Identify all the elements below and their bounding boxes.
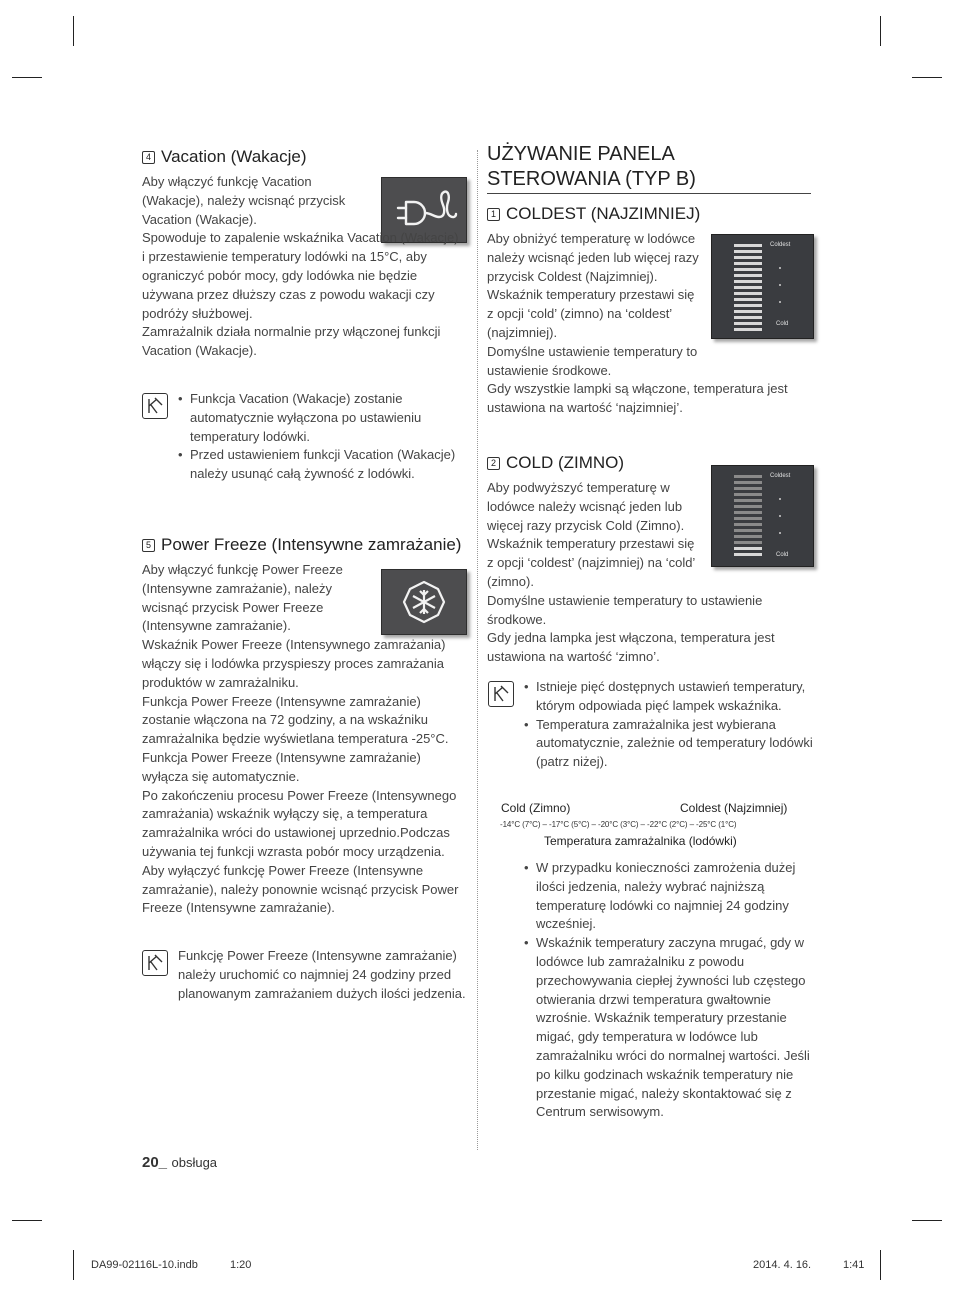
- cold-body: [487, 479, 812, 667]
- paragraph: Funkcja Power Freeze (Intensywne zamrażanie) zostanie włączona na 72 godziny, a na wskaźniku zamrażalnika będzie wyświetlana temperatura -25°C.: [142, 693, 449, 747]
- note-item: • Przed ustawieniem funkcji Vacation (Wakacje) należy usunąć całą żywność z lodówki.: [178, 446, 468, 484]
- vacation-body: [142, 173, 462, 361]
- page-number: 20_: [142, 1154, 168, 1171]
- section-number: 1: [487, 208, 500, 221]
- cold-heading: 2 COLD (ZIMNO): [487, 453, 624, 473]
- paragraph: Wskaźnik Power Freeze (Intensywnego zamrażania) włączy się i lodówka przyspieszy proces zamrażania produktów w zamrażalniku.: [142, 637, 446, 690]
- note-icon: [488, 681, 514, 707]
- paragraph: Aby włączyć funkcję Power Freeze (Intensywne zamrażanie), należy wcisnąć przycisk Power Freeze (Intensywne zamrażanie).: [142, 562, 343, 634]
- power-freeze-body: [142, 561, 466, 918]
- coldest-body: [487, 230, 812, 418]
- scale-right-label: Coldest (Najzimniej): [680, 801, 788, 815]
- print-page-ref: 1:20: [230, 1259, 252, 1271]
- paragraph: Aby obniżyć temperaturę w lodówce należy wcisnąć jeden lub więcej razy przycisk Coldest (Najzimniej). Wskaźnik temperatury przestawi się z opcji ‘cold’ (zimno) na ‘coldest’ (najzimniej).: [487, 231, 699, 340]
- print-date: 2014. 4. 16.: [753, 1259, 812, 1271]
- section-number: 4: [142, 151, 155, 164]
- note-item: • Temperatura zamrażalnika jest wybierana automatycznie, zależnie od temperatury lodówki (patrz niżej).: [524, 716, 814, 772]
- scale-caption: Temperatura zamrażalnika (lodówki): [544, 834, 737, 848]
- column-divider: [477, 150, 478, 1150]
- vacation-notes: [178, 390, 468, 484]
- scale-values: -14°C (7°C) – -17°C (5°C) – -20°C (3°C) – -22°C (2°C) – -25°C (1°C): [500, 820, 737, 829]
- paragraph: Aby włączyć funkcję Vacation (Wakacje), należy wcisnąć przycisk Vacation (Wakacje).: [142, 174, 346, 227]
- panel-label-coldest: Coldest: [770, 473, 791, 479]
- note-icon: [142, 950, 168, 976]
- right-bullets: [524, 859, 814, 1122]
- page-footer: [142, 1154, 217, 1172]
- paragraph: Gdy wszystkie lampki są włączone, temperatura jest ustawiona na wartość ‘najzimniej’.: [487, 381, 788, 416]
- note-item: • Funkcja Vacation (Wakacje) zostanie automatycznie wyłączona po ustawieniu temperatury lodówki.: [178, 390, 468, 446]
- paragraph: Spowoduje to zapalenie wskaźnika Vacation (Wakacje) i przestawienie temperatury lodówki na 15°C, aby ograniczyć pobór mocy, gdy lodówka nie będzie używana przez dłuższy czas z powodu wakacji czy podróży służbowej.: [142, 230, 459, 321]
- paragraph: Domyślne ustawienie temperatury to ustawienie środkowe.: [487, 343, 698, 378]
- note-item: • W przypadku konieczności zamrożenia dużej ilości jedzenia, należy wybrać najniższą temperaturę lodówki co najmniej 24 godziny wcześniej.: [524, 859, 814, 934]
- power-freeze-note: Funkcję Power Freeze (Intensywne zamrażanie) należy uruchomić co najmniej 24 godziny przed planowanym zamrażaniem dużych ilości jedzenia.: [178, 948, 466, 1001]
- paragraph: Po zakończeniu procesu Power Freeze (Intensywnego zamrażania) wskaźnik wyłączy się, a temperatura zamrażalnika wróci do ustawionej uprzednio.Podczas używania tej funkcji wzrasta pobór mocy urządzenia.: [142, 787, 457, 859]
- scale-left-label: Cold (Zimno): [501, 801, 571, 815]
- paragraph: Aby podwyższyć temperaturę w lodówce należy wcisnąć jeden lub więcej razy przycisk Cold (Zimno). Wskaźnik temperatury przestawi się z opcji ‘coldest’ (najzimniej) na ‘cold’ (zimno).: [487, 480, 695, 589]
- power-freeze-heading: 5 Power Freeze (Intensywne zamrażanie): [142, 535, 461, 555]
- paragraph: Zamrażalnik działa normalnie przy włączonej funkcji Vacation (Wakacje).: [142, 324, 441, 359]
- section-label: obsługa: [171, 1155, 218, 1170]
- panel-label-cold: Cold: [776, 321, 789, 327]
- paragraph: Domyślne ustawienie temperatury to ustawienie środkowe.: [487, 592, 763, 627]
- note-item: • Wskaźnik temperatury zaczyna mrugać, gdy w lodówce lub zamrażalniku z powodu przechowywania ciepłej żywności lub częstego otwierania drzwi temperatura gwałtownie wzrośnie. Wskaźnik temperatury przestanie migać, gdy temperatura w lodówce lub zamrażalniku wróci do normalnej wartości. Jeśli po kilku godzinach wskaźnik temperatury nie przestanie migać, należy skontaktować się z Centrum serwisowym.: [524, 934, 814, 1122]
- paragraph: Gdy jedna lampka jest włączona, temperatura jest ustawiona na wartość ‘zimno’.: [487, 630, 775, 665]
- print-time: 1:41: [843, 1259, 865, 1271]
- panel-label-cold: Cold: [776, 552, 789, 558]
- coldest-heading: 1 COLDEST (NAJZIMNIEJ): [487, 204, 700, 224]
- cold-notes: [524, 678, 814, 772]
- panel-label-coldest: Coldest: [770, 242, 791, 248]
- vacation-heading: 4 Vacation (Wakacje): [142, 147, 307, 167]
- paragraph: Funkcja Power Freeze (Intensywne zamrażanie) wyłącza się automatycznie.: [142, 749, 421, 784]
- note-item: • Istnieje pięć dostępnych ustawień temperatury, którym odpowiada pięć lampek wskaźnika.: [524, 678, 814, 716]
- print-file: DA99-02116L-10.indb: [91, 1259, 198, 1271]
- section-number: 2: [487, 457, 500, 470]
- note-icon: [142, 393, 168, 419]
- page-title: UŻYWANIE PANELA STEROWANIA (TYP B): [487, 142, 811, 194]
- paragraph: Aby wyłączyć funkcję Power Freeze (Intensywne zamrażanie), należy ponownie wcisnąć przycisk Power Freeze (Intensywne zamrażanie).: [142, 862, 459, 916]
- section-number: 5: [142, 539, 155, 552]
